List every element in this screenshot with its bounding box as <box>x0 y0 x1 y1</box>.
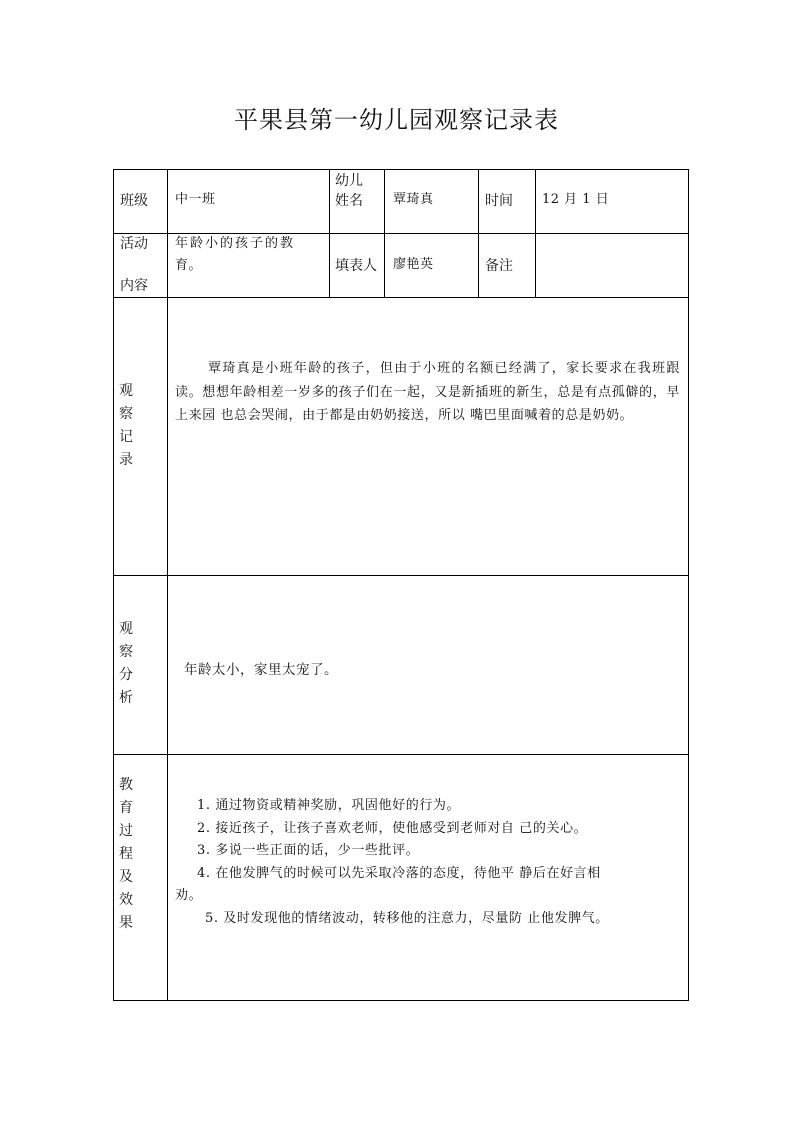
education-process-label-char: 及 <box>119 869 133 885</box>
table-line-col2 <box>329 169 330 298</box>
child-name-label-line2: 姓名 <box>335 193 363 209</box>
education-steps <box>175 795 683 930</box>
table-line-row2 <box>113 297 689 298</box>
class-value: 中一班 <box>175 192 216 207</box>
education-step: 2. 接近孩子，让孩子喜欢老师，使他感受到老师对自 己的关心。 <box>197 820 588 836</box>
education-step: 4. 在他发脾气的时候可以先采取冷落的态度，待他平 静后在好言相 <box>197 865 601 881</box>
education-step: 3. 多说一些正面的话，少一些批评。 <box>197 843 420 858</box>
page-title: 平果县第一幼儿园观察记录表 <box>234 106 559 134</box>
filler-value: 廖艳英 <box>393 257 434 272</box>
child-name-label-line1: 幼儿 <box>335 173 363 189</box>
education-process-label-char: 育 <box>119 800 133 816</box>
table-line-col5 <box>535 169 536 298</box>
activity-value-line2: 育。 <box>175 258 203 273</box>
time-label: 时间 <box>485 193 513 209</box>
activity-label-line1: 活动 <box>120 236 148 252</box>
observation-analysis-label-char: 分 <box>119 667 133 683</box>
table-line-col4 <box>478 169 479 298</box>
education-step-continuation: 劝。 <box>175 888 203 903</box>
education-process-label-char: 效 <box>119 892 133 908</box>
observation-record-text: 覃琦真是小班年龄的孩子，但由于小班的名额已经满了，家长要求在我班跟读。想想年龄相差一岁多的孩子们在一起，又是新插班的新生，总是有点孤僻的，早上来园 也总会哭闹，由于都是由奶奶接送，所以 嘴巴里面喊着的总是奶奶。 <box>175 361 680 423</box>
observation-analysis-text: 年龄太小，家里太宠了。 <box>184 662 338 678</box>
table-line-row3 <box>113 575 689 576</box>
time-value: 12 月 1 日 <box>542 192 610 207</box>
table-border-bottom <box>113 1000 689 1001</box>
observation-analysis-label-char: 观 <box>119 621 133 637</box>
education-step: 5. 及时发现他的情绪波动，转移他的注意力，尽量防 止他发脾气。 <box>205 910 609 926</box>
table-line-col3 <box>384 169 385 298</box>
class-label: 班级 <box>120 193 148 209</box>
observation-record-label-char: 观 <box>119 383 133 399</box>
remark-label: 备注 <box>485 258 513 274</box>
activity-value-line1: 年龄小的孩子的教 <box>175 236 296 251</box>
observation-record-label-char: 察 <box>119 406 133 422</box>
filler-label: 填表人 <box>335 258 377 274</box>
education-process-label-char: 过 <box>119 823 133 839</box>
child-name-value: 覃琦真 <box>393 192 434 207</box>
observation-analysis-label-char: 析 <box>119 690 133 706</box>
education-process-label-char: 教 <box>119 777 133 793</box>
observation-record-label-char: 记 <box>119 429 133 445</box>
observation-record-label-char: 录 <box>119 452 133 468</box>
education-process-label-char: 程 <box>119 846 133 862</box>
table-border-top <box>113 169 689 170</box>
education-process-label-char: 果 <box>119 915 133 931</box>
activity-label-line2: 内容 <box>120 278 148 294</box>
table-line-row4 <box>113 754 689 755</box>
observation-analysis-label-char: 察 <box>119 644 133 660</box>
table-border-left <box>113 169 114 1001</box>
table-line-col1 <box>167 169 168 1001</box>
education-step: 1. 通过物资或精神奖励，巩固他好的行为。 <box>197 798 461 813</box>
table-border-right <box>688 169 689 1001</box>
